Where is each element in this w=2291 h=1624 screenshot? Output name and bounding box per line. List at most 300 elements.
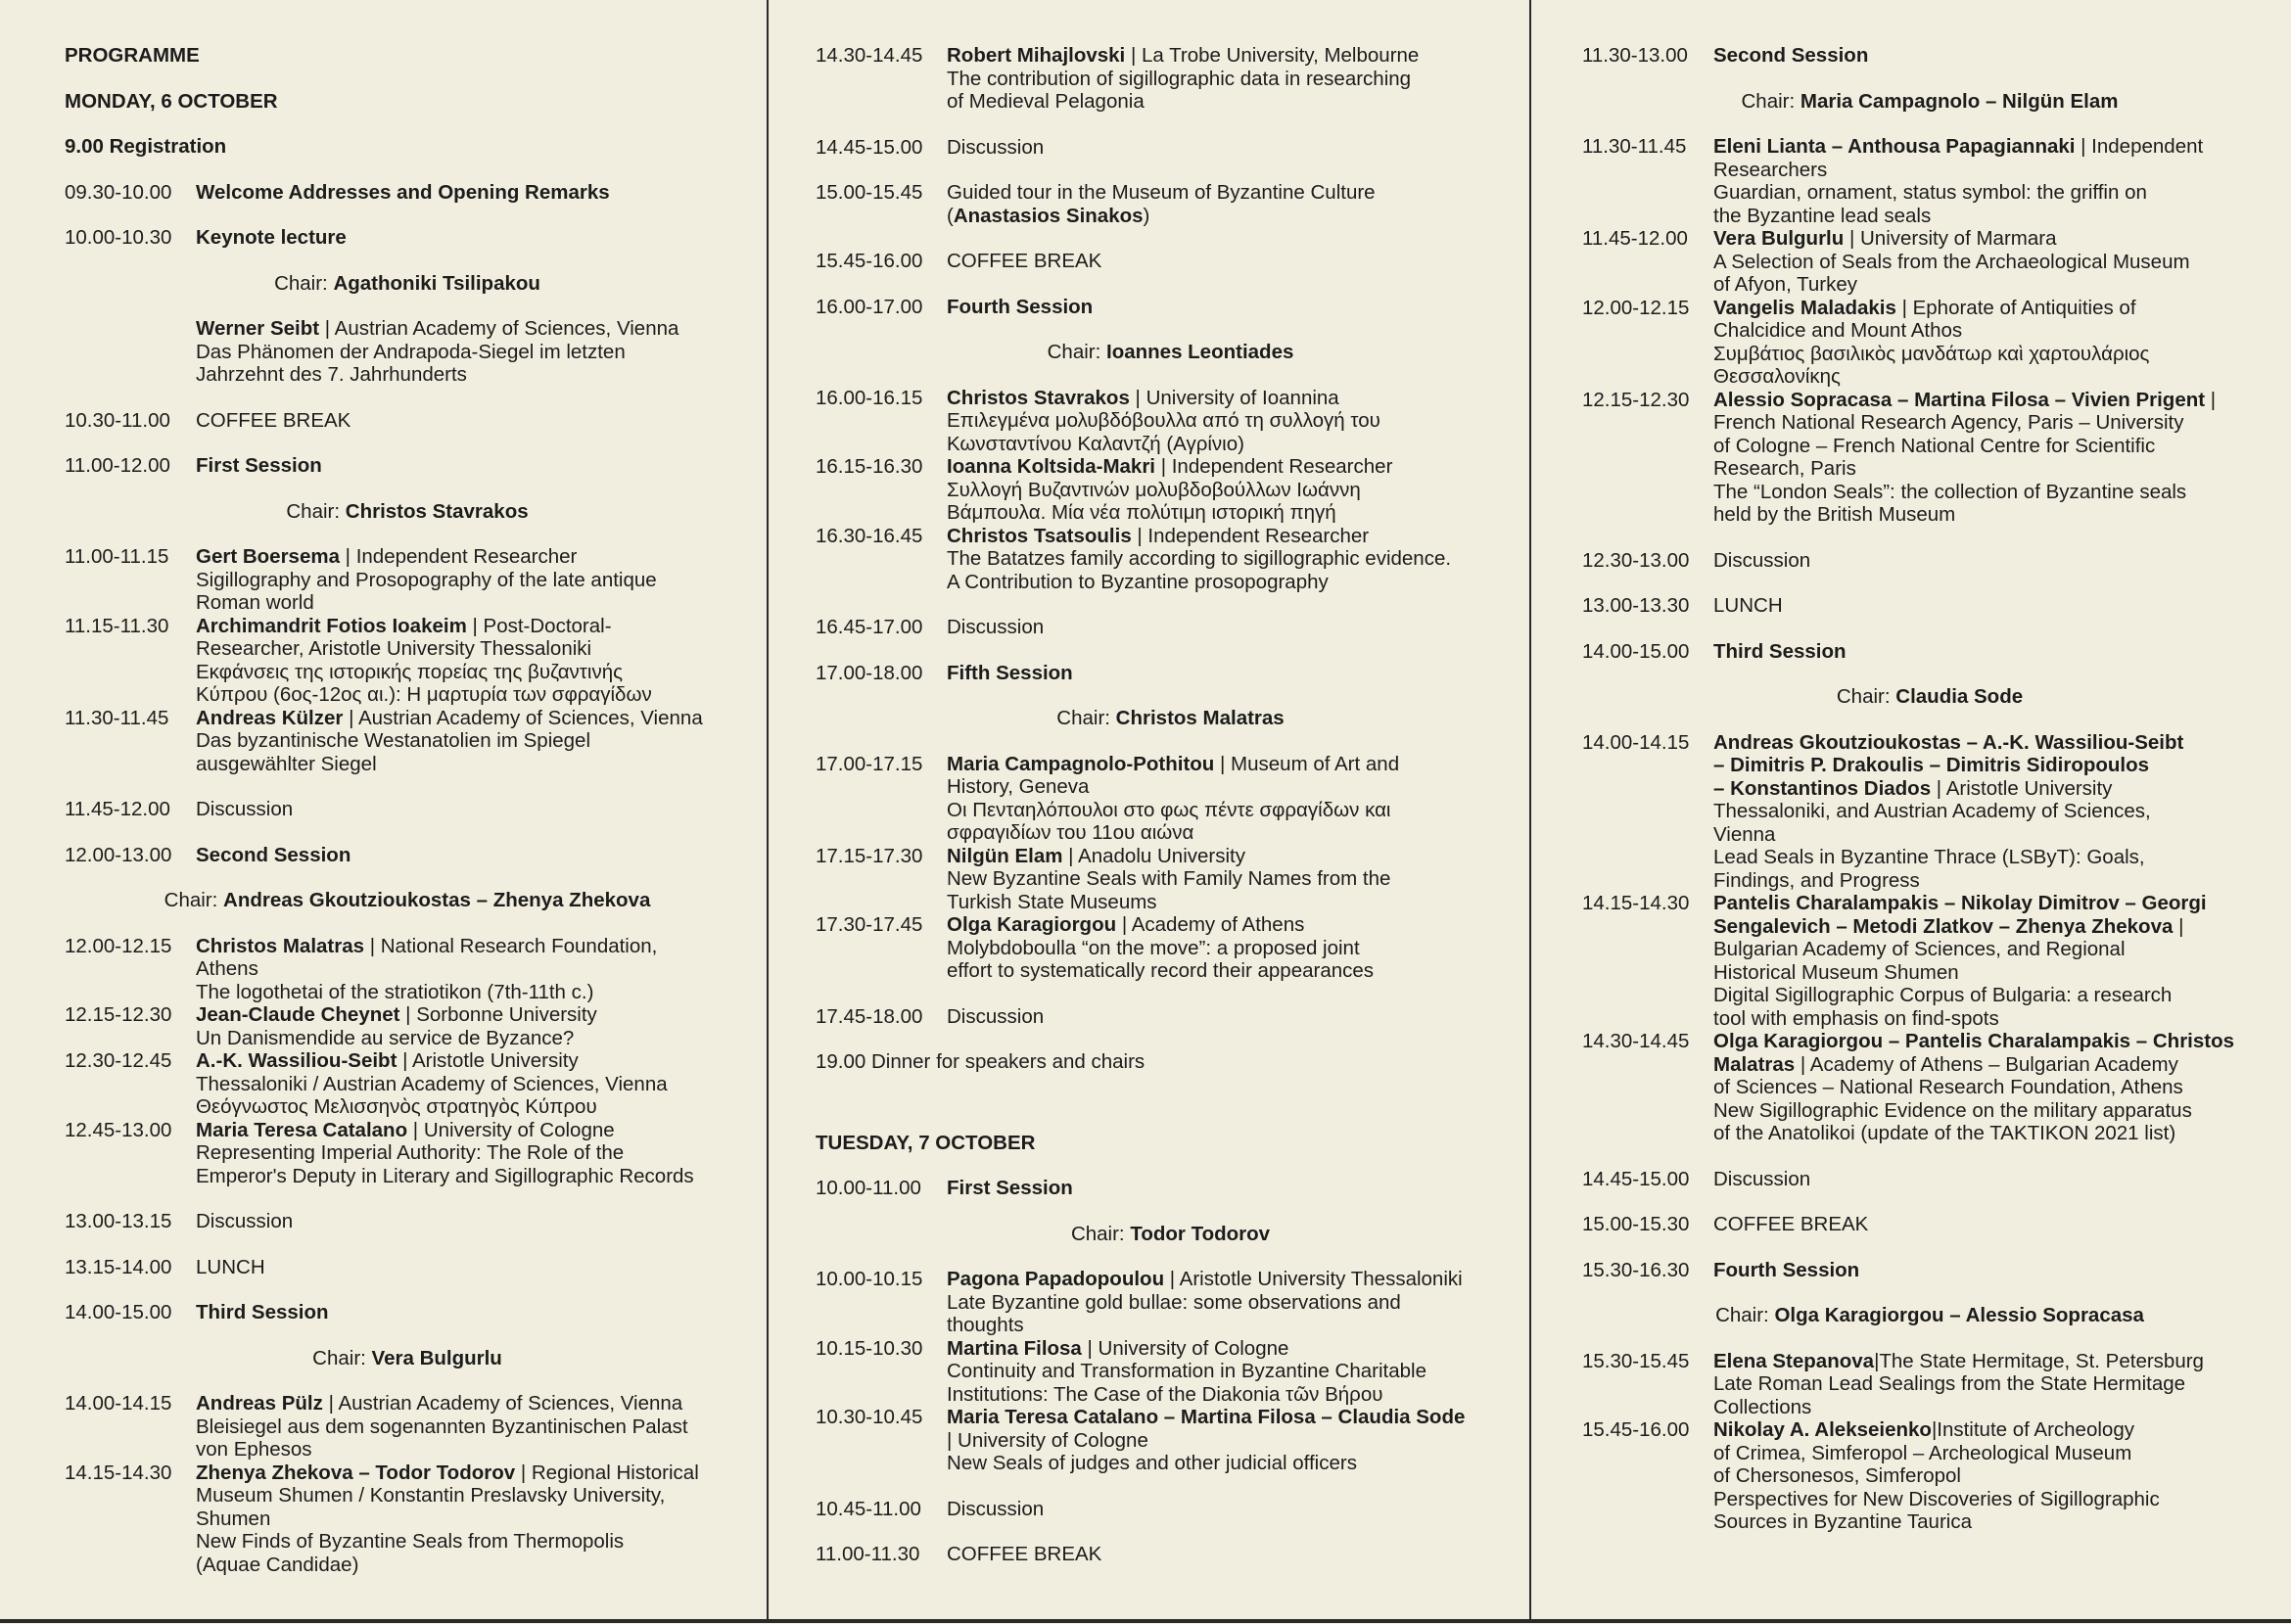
time-slot: 17.00-18.00 — [816, 661, 923, 684]
affiliation: | Independent Researcher — [1155, 455, 1393, 478]
time-slot: 10.00-10.30 — [65, 226, 172, 249]
chair-prefix: Chair: — [1056, 707, 1116, 729]
time-slot: 11.15-11.30 — [65, 614, 169, 637]
time-slot: 11.45-12.00 — [1582, 227, 1688, 250]
schedule-item-session — [816, 662, 1525, 685]
affiliation: | Museum of Art and — [1214, 752, 1400, 775]
talk-title-line: of Afyon, Turkey — [1713, 273, 1857, 296]
schedule-item-discussion — [65, 798, 750, 821]
chair-line — [65, 1347, 750, 1370]
chair-line — [65, 500, 750, 524]
time-slot: 12.45-13.00 — [65, 1118, 172, 1141]
schedule-item-coffee — [816, 250, 1525, 273]
talk-title-line: Επιλεγμένα μολυβδόβουλλα από τη συλλογή του — [947, 409, 1380, 432]
speaker-name: Zhenya Zhekova – Todor Todorov — [196, 1461, 516, 1484]
talk-title-line: Sigillography and Prosopography of the late antique — [196, 568, 657, 591]
talk-title-line: New Finds of Byzantine Seals from Thermopolis — [196, 1530, 625, 1553]
talk-entry — [65, 1119, 750, 1188]
talk-entry — [1582, 389, 2277, 527]
talk-title-line: Chalcidice and Mount Athos — [1713, 319, 1963, 342]
affiliation: | — [2205, 388, 2217, 411]
column-monday-part2-tuesday — [816, 0, 1525, 1619]
speaker-name: Christos Malatras — [196, 934, 365, 957]
talk-title-line: A Selection of Seals from the Archaeological Museum — [1713, 250, 2190, 273]
schedule-item-lunch — [65, 1256, 750, 1279]
time-slot: 15.30-15.45 — [1582, 1349, 1690, 1372]
schedule-item-session — [65, 1301, 750, 1324]
talk-title-line: Συλλογή Βυζαντινών μολυβδοβούλλων Ιωάννη — [947, 478, 1361, 501]
column-divider — [1529, 0, 1531, 1619]
talk-title-line: Molybdoboulla “on the move”: a proposed joint — [947, 936, 1360, 959]
item-label: LUNCH — [1713, 594, 1783, 617]
talk-title-line: Das Phänomen der Andrapoda-Siegel im letzten — [196, 340, 626, 363]
talk-title-line: Das byzantinische Westanatolien im Spiegel — [196, 729, 591, 752]
chair-name: Vera Bulgurlu — [371, 1346, 502, 1369]
registration-item: 9.00 Registration — [65, 135, 227, 158]
affiliation-line: Bulgarian Academy of Sciences, and Regional — [1713, 938, 2126, 960]
talk-title-line: Findings, and Progress — [1713, 868, 1920, 892]
schedule-item-welcome — [65, 181, 750, 205]
talk-title-line: The Batatzes family according to sigillographic evidence. — [947, 547, 1452, 570]
time-slot: 13.00-13.30 — [1582, 594, 1690, 617]
item-label: Welcome Addresses and Opening Remarks — [196, 180, 610, 204]
speaker-name: Vangelis Maladakis — [1713, 296, 1896, 319]
talk-title-line: of the Anatolikoi (update of the TAKTIKON 2021 list) — [1713, 1122, 2176, 1144]
talk-entry — [65, 707, 750, 776]
column-monday-part1 — [65, 0, 750, 1619]
time-slot: 12.00-12.15 — [1582, 296, 1690, 319]
affiliation: | University of Ioannina — [1129, 386, 1339, 409]
chair-name: Ioannes Leontiades — [1106, 341, 1294, 363]
time-slot: 17.45-18.00 — [816, 1004, 923, 1028]
speaker-name: – Konstantinos Diados — [1713, 776, 1932, 800]
affiliation: | Aristotle University Thessaloniki — [1164, 1268, 1463, 1290]
time-slot: 16.00-17.00 — [816, 295, 923, 318]
talk-title-line: Lead Seals in Byzantine Thrace (LSByT): Goals, — [1713, 846, 2145, 868]
speaker-name: Ioanna Koltsida-Makri — [947, 455, 1156, 478]
time-slot: 11.30-11.45 — [1582, 135, 1687, 158]
chair-name: Christos Stavrakos — [345, 499, 529, 523]
affiliation: | Austrian Academy of Sciences, Vienna — [343, 706, 703, 729]
talk-title-line: Jahrzehnt des 7. Jahrhunderts — [196, 363, 467, 386]
talk-entry — [1582, 1350, 2277, 1419]
speaker-name: Martina Filosa — [947, 1336, 1082, 1360]
affiliation: | Ephorate of Antiquities of — [1895, 296, 2136, 319]
schedule-item-session — [816, 1177, 1525, 1200]
affiliation: | National Research Foundation, — [364, 934, 658, 957]
chair-line — [1582, 90, 2277, 114]
speaker-name: Sengalevich – Metodi Zlatkov – Zhenya Zhekova — [1713, 914, 2174, 938]
speaker-name: Maria Campagnolo-Pothitou — [947, 752, 1215, 775]
item-label: Third Session — [1713, 639, 1847, 663]
talk-title-line: Εκφάνσεις της ιστορικής πορείας της βυζαντινής — [196, 660, 623, 683]
chair-prefix: Chair: — [1047, 341, 1106, 363]
talk-title-line: Guardian, ornament, status symbol: the griffin on — [1713, 181, 2147, 204]
speaker-name: – Dimitris P. Drakoulis – Dimitris Sidiropoulos — [1713, 754, 2150, 776]
talk-title-line: Κύπρου (6ος-12ος αι.): Η μαρτυρία των σφραγίδων — [196, 683, 652, 706]
talk-title-line: Researchers — [1713, 158, 1828, 181]
item-label: Discussion — [1713, 548, 1811, 572]
talk-title-line: Digital Sigillographic Corpus of Bulgaria: a research — [1713, 984, 2173, 1006]
day-heading-tuesday: TUESDAY, 7 OCTOBER — [816, 1131, 1036, 1154]
talk-title-line: The contribution of sigillographic data in researching — [947, 67, 1412, 90]
talk-entry — [816, 913, 1525, 983]
schedule-item-discussion — [816, 1005, 1525, 1029]
item-label: First Session — [947, 1177, 1073, 1199]
talk-title-line: The “London Seals”: the collection of Byzantine seals — [1713, 480, 2187, 503]
talk-title-line: Late Byzantine gold bullae: some observations and — [947, 1290, 1401, 1314]
speaker-name: Nilgün Elam — [947, 844, 1063, 867]
time-slot: 12.15-12.30 — [1582, 388, 1690, 411]
time-slot: 15.45-16.00 — [816, 250, 923, 272]
speaker-name: Pagona Papadopoulou — [947, 1268, 1165, 1290]
item-label: First Session — [196, 454, 322, 477]
talk-title-line: Turkish State Museums — [947, 890, 1157, 913]
paren-open: ( — [947, 204, 954, 227]
chair-prefix: Chair: — [1715, 1304, 1775, 1326]
talk-entry — [1582, 1030, 2277, 1145]
talk-entry — [1582, 297, 2277, 389]
schedule-item-coffee — [1582, 1213, 2277, 1236]
affiliation: | Aristotle University — [1931, 776, 2113, 800]
time-slot: 11.30-13.00 — [1582, 44, 1688, 67]
talk-entry — [65, 1003, 750, 1049]
time-slot: 15.00-15.45 — [816, 181, 923, 204]
time-slot: 12.15-12.30 — [65, 1003, 172, 1026]
talk-title-line: History, Geneva — [947, 775, 1090, 798]
talk-entry — [816, 1268, 1525, 1337]
speaker-name: Maria Teresa Catalano – Martina Filosa – Claudia Sode — [947, 1406, 1466, 1428]
chair-line — [816, 707, 1525, 730]
keynote-talk — [196, 317, 750, 387]
talk-title-line: Θεόγνωστος Μελισσηνὸς στρατηγὸς Κύπρου — [196, 1095, 597, 1118]
time-slot: 09.30-10.00 — [65, 180, 172, 204]
talk-title-line: effort to systematically record their appearances — [947, 959, 1375, 982]
time-slot: 15.30-16.30 — [1582, 1258, 1690, 1281]
separator: | — [2173, 914, 2184, 938]
schedule-item-discussion — [1582, 1168, 2277, 1191]
affiliation: | Independent Researcher — [339, 545, 578, 568]
item-label: LUNCH — [196, 1255, 265, 1278]
time-slot: 10.00-10.15 — [816, 1268, 923, 1290]
time-slot: 14.00-15.00 — [65, 1301, 172, 1323]
chair-name: Christos Malatras — [1115, 707, 1285, 729]
chair-prefix: Chair: — [1070, 1222, 1131, 1245]
time-slot: 16.15-16.30 — [816, 455, 923, 478]
speaker-name: Olga Karagiorgou – Pantelis Charalampakis – Christos — [1713, 1030, 2235, 1052]
affiliation: | Sorbonne University — [399, 1003, 597, 1026]
speaker-name: Nikolay A. Alekseienko — [1713, 1418, 1932, 1441]
talk-title-line: Sources in Byzantine Taurica — [1713, 1510, 1972, 1533]
talk-title-line: Collections — [1713, 1395, 1812, 1418]
time-slot: 17.30-17.45 — [816, 913, 923, 936]
affiliation: | La Trobe University, Melbourne — [1125, 44, 1420, 67]
talk-title-line: Οι Πενταηλόπουλοι στο φως πέντε σφραγίδων και — [947, 798, 1391, 821]
talk-entry — [1582, 892, 2277, 1030]
time-slot: 14.00-14.15 — [1582, 730, 1690, 754]
time-slot: 17.15-17.30 — [816, 844, 923, 867]
talk-title-line: Representing Imperial Authority: The Role of the — [196, 1141, 625, 1164]
time-slot: 16.00-16.15 — [816, 386, 923, 409]
talk-entry — [1582, 1418, 2277, 1534]
talk-title-line: Roman world — [196, 591, 314, 614]
item-label: COFFEE BREAK — [196, 408, 351, 432]
affiliation: | Academy of Athens — [1116, 913, 1305, 936]
column-tuesday-part2 — [1582, 0, 2277, 1619]
affiliation: | University of Cologne — [1081, 1336, 1289, 1360]
time-slot: 12.00-13.00 — [65, 843, 172, 866]
time-slot: 14.15-14.30 — [65, 1461, 172, 1484]
talk-title-line: Late Roman Lead Sealings from the State Hermitage — [1713, 1372, 2186, 1395]
item-label: Third Session — [196, 1301, 329, 1323]
speaker-name: Christos Tsatsoulis — [947, 524, 1132, 547]
time-slot: 14.45-15.00 — [816, 135, 923, 159]
time-slot: 14.30-14.45 — [1582, 1030, 1690, 1052]
talk-title-line: Emperor's Deputy in Literary and Sigillographic Records — [196, 1164, 694, 1187]
speaker-name: Pantelis Charalampakis – Nikolay Dimitrov – Georgi — [1713, 892, 2207, 914]
talk-title-line: New Seals of judges and other judicial officers — [947, 1452, 1357, 1474]
talk-title-line: (Aquae Candidae) — [196, 1553, 359, 1576]
schedule-item-discussion — [1582, 549, 2277, 573]
speaker-name: Alessio Sopracasa – Martina Filosa – Vivien Prigent — [1713, 388, 2206, 411]
schedule-item-session — [1582, 44, 2277, 68]
talk-entry — [65, 1462, 750, 1577]
schedule-item-session — [1582, 1259, 2277, 1282]
time-slot: 13.00-13.15 — [65, 1210, 172, 1232]
chair-prefix: Chair: — [312, 1346, 372, 1369]
chair-name: Olga Karagiorgou – Alessio Sopracasa — [1774, 1304, 2144, 1326]
schedule-item-coffee — [65, 409, 750, 433]
time-slot: 10.45-11.00 — [816, 1497, 921, 1520]
affiliation: | Anadolu University — [1062, 844, 1245, 867]
talk-title-line: Research, Paris — [1713, 457, 1856, 480]
speaker-name: Andreas Pülz — [196, 1392, 323, 1415]
speaker-name: Malatras — [1713, 1052, 1796, 1076]
speaker-name: Christos Stavrakos — [947, 386, 1130, 409]
affiliation-line: Thessaloniki, and Austrian Academy of Sciences, — [1713, 800, 2151, 822]
affiliation-line: Historical Museum Shumen — [1713, 960, 1959, 984]
speaker-name: A.-K. Wassiliou-Seibt — [196, 1049, 397, 1072]
schedule-item-coffee — [816, 1543, 1525, 1566]
affiliation: | Austrian Academy of Sciences, Vienna — [319, 317, 679, 340]
time-slot: 10.15-10.30 — [816, 1336, 923, 1360]
chair-line — [816, 1223, 1525, 1246]
chair-prefix: Chair: — [286, 499, 346, 523]
talk-title-line: Κωνσταντίνου Καλαντζή (Αγρίνιο) — [947, 432, 1244, 455]
talk-title-line: Thessaloniki / Austrian Academy of Sciences, Vienna — [196, 1072, 668, 1095]
time-slot: 10.30-11.00 — [65, 408, 170, 432]
talk-title-line: New Byzantine Seals with Family Names from the — [947, 867, 1391, 890]
affiliation: | Academy of Athens – Bulgarian Academy — [1795, 1052, 2178, 1076]
item-label: Discussion — [947, 135, 1045, 159]
schedule-item-session — [65, 454, 750, 478]
affiliation: | University of Marmara — [1844, 227, 2057, 250]
item-label: Keynote lecture — [196, 226, 347, 249]
affiliation: | University of Cologne — [407, 1118, 615, 1141]
item-label: Discussion — [947, 1497, 1045, 1520]
affiliation-line: of Sciences – National Research Foundation, Athens — [1713, 1076, 2183, 1098]
time-slot: 15.00-15.30 — [1582, 1213, 1690, 1235]
talk-title-line: Un Danismendide au service de Byzance? — [196, 1026, 575, 1049]
chair-name: Claudia Sode — [1895, 685, 2024, 708]
talk-entry — [816, 525, 1525, 594]
schedule-item-dinner: 19.00 Dinner for speakers and chairs — [816, 1050, 1146, 1073]
talk-title-line: The logothetai of the stratiotikon (7th-11th c.) — [196, 980, 594, 1003]
item-label: Discussion — [196, 798, 294, 820]
affiliation-line: of Chersonesos, Simferopol — [1713, 1464, 1961, 1487]
time-slot: 11.00-11.30 — [816, 1543, 920, 1565]
talk-entry — [816, 1337, 1525, 1407]
speaker-name: Andreas Gkoutzioukostas – A.-K. Wassiliou-Seibt — [1713, 730, 2184, 754]
talk-title-line: Institutions: The Case of the Diakonia τῶν Βήρου — [947, 1382, 1383, 1406]
talk-entry — [816, 44, 1525, 114]
time-slot: 15.45-16.00 — [1582, 1418, 1690, 1441]
speaker-name: Jean-Claude Cheynet — [196, 1003, 400, 1026]
time-slot: 11.00-12.00 — [65, 454, 170, 477]
schedule-item-discussion — [816, 136, 1525, 160]
affiliation: | Aristotle University — [397, 1049, 579, 1072]
item-label: COFFEE BREAK — [947, 250, 1102, 272]
time-slot: 12.30-12.45 — [65, 1049, 172, 1072]
talk-entry — [816, 1406, 1525, 1475]
chair-line — [816, 341, 1525, 364]
talk-title-line: held by the British Museum — [1713, 503, 1956, 526]
talk-title-line: New Sigillographic Evidence on the military apparatus — [1713, 1098, 2192, 1122]
speaker-name: Vera Bulgurlu — [1713, 227, 1845, 250]
talk-title-line: Bleisiegel aus dem sogenannten Byzantinischen Palast — [196, 1415, 688, 1438]
talk-entry — [1582, 227, 2277, 297]
chair-line — [1582, 685, 2277, 709]
item-label: COFFEE BREAK — [1713, 1213, 1869, 1235]
programme-heading: PROGRAMME — [65, 44, 200, 67]
chair-name: Todor Todorov — [1130, 1222, 1271, 1245]
time-slot: 14.45-15.00 — [1582, 1167, 1690, 1190]
item-label: Fifth Session — [947, 661, 1073, 684]
item-label: Fourth Session — [947, 295, 1094, 318]
talk-title-line: Researcher, Aristotle University Thessaloniki — [196, 637, 592, 660]
chair-name: Maria Campagnolo – Nilgün Elam — [1800, 89, 2119, 113]
schedule-item-keynote — [65, 226, 750, 250]
talk-entry — [1582, 731, 2277, 893]
affiliation: | Independent Researcher — [1131, 524, 1370, 547]
time-slot: 10.00-11.00 — [816, 1177, 921, 1199]
chair-line — [65, 272, 750, 296]
item-label: COFFEE BREAK — [947, 1543, 1102, 1565]
time-slot: 12.00-12.15 — [65, 934, 172, 957]
time-slot: 10.30-10.45 — [816, 1406, 923, 1428]
talk-title-line: tool with emphasis on find-spots — [1713, 1006, 1999, 1030]
chair-line — [65, 889, 750, 912]
time-slot: 11.00-11.15 — [65, 545, 169, 568]
item-label: Second Session — [196, 843, 351, 866]
schedule-item-discussion — [816, 616, 1525, 639]
column-divider — [767, 0, 769, 1619]
time-slot: 14.00-15.00 — [1582, 639, 1690, 663]
talk-entry — [65, 615, 750, 707]
speaker-name: Robert Mihajlovski — [947, 44, 1126, 67]
talk-title-line: Βάμπουλα. Μία νέα πολύτιμη ιστορική πηγή — [947, 501, 1336, 524]
paren-close: ) — [1143, 204, 1150, 227]
talk-title-line: Συμβάτιος βασιλικὸς μανδάτωρ καὶ χαρτουλάριος — [1713, 342, 2150, 365]
day-heading-monday: MONDAY, 6 OCTOBER — [65, 89, 278, 113]
chair-prefix: Chair: — [274, 271, 334, 295]
guide-name: Anastasios Sinakos — [953, 204, 1144, 227]
talk-title-line: Museum Shumen / Konstantin Preslavsky University, — [196, 1484, 666, 1507]
talk-title-line: Athens — [196, 957, 258, 980]
time-slot: 11.30-11.45 — [65, 706, 169, 729]
affiliation: | Independent — [2075, 135, 2204, 158]
speaker-name: Werner Seibt — [196, 317, 320, 340]
time-slot: 13.15-14.00 — [65, 1255, 172, 1278]
affiliation-line: of Crimea, Simferopol – Archeological Museum — [1713, 1441, 2132, 1464]
item-label: Guided tour in the Museum of Byzantine Culture — [947, 181, 1376, 204]
chair-name: Andreas Gkoutzioukostas – Zhenya Zhekova — [223, 889, 651, 911]
chair-prefix: Chair: — [1741, 89, 1800, 113]
affiliation-line: Vienna — [1713, 822, 1776, 846]
affiliation: | University of Cologne — [947, 1428, 1148, 1452]
item-label: Discussion — [1713, 1167, 1811, 1190]
talk-title-line: Continuity and Transformation in Byzantine Charitable — [947, 1360, 1426, 1382]
schedule-item-discussion — [65, 1210, 750, 1233]
speaker-name: Andreas Külzer — [196, 706, 344, 729]
speaker-name: Maria Teresa Catalano — [196, 1118, 408, 1141]
schedule-item-session — [1582, 640, 2277, 664]
time-slot: 14.00-14.15 — [65, 1392, 172, 1415]
time-slot: 14.15-14.30 — [1582, 892, 1690, 914]
item-label: Discussion — [947, 1004, 1045, 1028]
schedule-item-tour — [816, 181, 1525, 227]
talk-entry — [816, 387, 1525, 456]
chair-prefix: Chair: — [1836, 685, 1896, 708]
talk-title-line: the Byzantine lead seals — [1713, 204, 1932, 227]
time-slot: 17.00-17.15 — [816, 752, 923, 775]
talk-title-line: σφραγιδίων του 11ου αιώνα — [947, 821, 1194, 844]
talk-title-line: French National Research Agency, Paris – University — [1713, 411, 2184, 434]
chair-line — [1582, 1304, 2277, 1327]
talk-entry — [816, 455, 1525, 525]
item-label: Discussion — [947, 616, 1045, 638]
speaker-name: Gert Boersema — [196, 545, 340, 568]
talk-title-line: of Medieval Pelagonia — [947, 90, 1145, 113]
item-label: Discussion — [196, 1210, 294, 1232]
talk-entry — [65, 545, 750, 615]
talk-title-line: A Contribution to Byzantine prosopography — [947, 570, 1329, 593]
affiliation: | Regional Historical — [515, 1461, 699, 1484]
speaker-name: Olga Karagiorgou — [947, 913, 1117, 936]
talk-title-line: von Ephesos — [196, 1438, 312, 1461]
affiliation: | Austrian Academy of Sciences, Vienna — [322, 1392, 683, 1415]
talk-title-line: Shumen — [196, 1507, 271, 1530]
talk-entry — [816, 845, 1525, 914]
time-slot: 14.30-14.45 — [816, 44, 923, 67]
item-label: Second Session — [1713, 44, 1869, 67]
talk-entry — [65, 935, 750, 1004]
affiliation: | Post-Doctoral- — [466, 614, 612, 637]
affiliation: |Institute of Archeology — [1931, 1418, 2134, 1441]
time-slot: 12.30-13.00 — [1582, 548, 1690, 572]
affiliation: |The State Hermitage, St. Petersburg — [1874, 1349, 2204, 1372]
talk-title-line: Θεσσαλονίκης — [1713, 365, 1841, 388]
time-slot: 11.45-12.00 — [65, 798, 170, 820]
bottom-border — [0, 1619, 2291, 1623]
spacer — [816, 1096, 1525, 1132]
speaker-name: Elena Stepanova — [1713, 1349, 1875, 1372]
talk-entry — [1582, 135, 2277, 227]
chair-name: Agathoniki Tsilipakou — [333, 271, 540, 295]
talk-title-line: ausgewählter Siegel — [196, 752, 377, 775]
talk-title-line: thoughts — [947, 1314, 1024, 1336]
schedule-item-lunch — [1582, 594, 2277, 618]
